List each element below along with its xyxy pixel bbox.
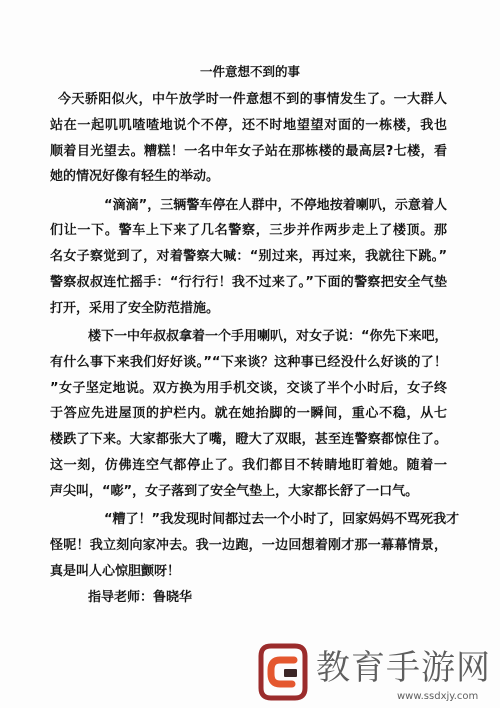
paragraph-line: 今天骄阳似火，中午放学时一件意想不到的事情发生了。一大群人 — [58, 92, 447, 107]
paragraph-line: 楼下一中年叔叔拿着一个手用喇叭，对女子说：“你先下来吧， — [88, 328, 448, 344]
paragraph-line: “滴滴”，三辆警车停在人群中，不停地按着喇叭，示意着人 — [104, 197, 447, 213]
document-title: 一件意想不到的事 — [199, 64, 300, 79]
paragraph-line: 怪呢！我立刻向家冲去。我一边跑，一边回想着刚才那一幕幕情景， — [50, 537, 447, 553]
paragraph-line: 这一刻，仿佛连空气都停止了。我们都目不转睛地盯着她。随着一 — [50, 457, 447, 473]
paragraph-line: 名女子察觉到了，对着警察大喊：“别过来，再过来，我就往下跳。” — [50, 249, 447, 265]
paragraph-3 — [50, 324, 447, 505]
watermark-site-name: 教育手游网 — [316, 648, 491, 688]
paragraph-line: 她的情况好像有轻生的举动。 — [50, 169, 220, 185]
paragraph-line: 打开，采用了安全防范措施。 — [50, 300, 220, 316]
paragraph-4 — [50, 507, 460, 584]
paragraph-line: 警察叔叔连忙摇手：“行行行！我不过来了。”下面的警察把安全气垫 — [50, 274, 447, 290]
paragraph-line: 们让一下。警车上下来了几名警察，三步并作两步走上了楼顶。那 — [50, 223, 447, 239]
essay-body — [50, 87, 460, 584]
paragraph-line: 站在一起叽叽喳喳地说个不停，还不时地望望对面的一栋楼，我也 — [50, 117, 447, 133]
paragraph-2 — [50, 193, 447, 322]
paragraph-line: 顺着目光望去。糟糕！一名中年女子站在那栋楼的最高层?七楼，看 — [50, 143, 447, 159]
teacher-credit: 指导老师：鲁晓华 — [88, 590, 193, 605]
paragraph-line: 楼跌了下来。大家都张大了嘴，瞪大了双眼，甚至连警察都惊住了。 — [50, 432, 447, 448]
paragraph-line: 声尖叫，“嘭”，女子落到了安全气垫上，大家都长舒了一口气。 — [50, 483, 419, 499]
brand-logo-icon — [257, 640, 309, 704]
paragraph-line: 于答应先进屋顶的护栏内。就在她抬脚的一瞬间，重心不稳，从七 — [50, 406, 447, 422]
paragraph-line: 有什么事下来我们好好谈。”“下来谈？这种事已经没什么好谈的了！ — [50, 354, 447, 370]
paragraph-line: ”女子坚定地说。双方换为用手机交谈，交谈了半个小时后，女子终 — [50, 380, 447, 396]
paragraph-line: 真是叫人心惊胆颤呀！ — [50, 563, 181, 579]
paragraph-1 — [50, 87, 447, 190]
watermark-url: www.ssdxjy.com — [397, 691, 479, 702]
paragraph-line: “糟了！”我发现时间都过去一个小时了，回家妈妈不骂死我才 — [104, 511, 460, 527]
